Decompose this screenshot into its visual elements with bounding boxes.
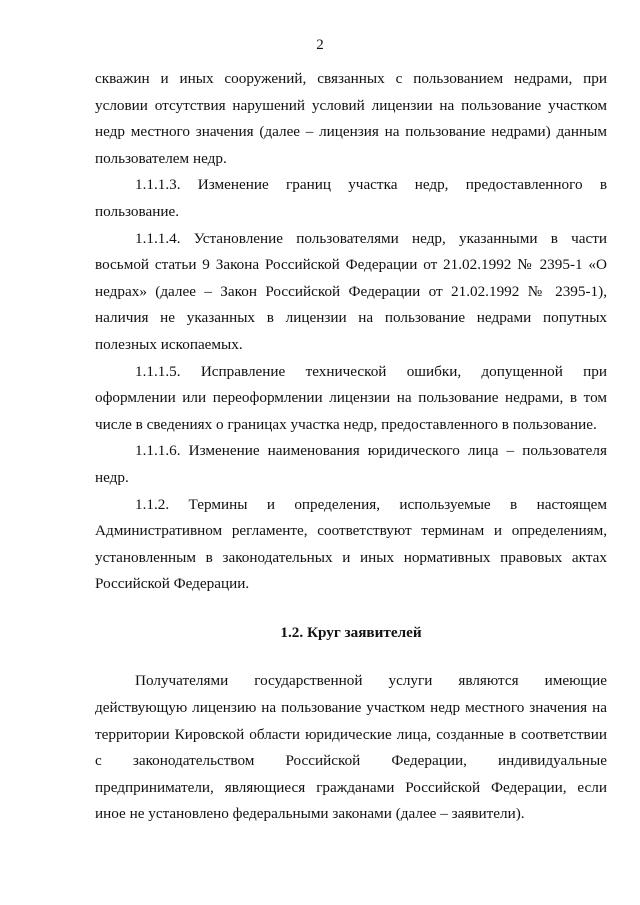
text-line: пользователем недр. xyxy=(95,149,227,167)
paragraph-1-1-1-4 xyxy=(95,226,607,359)
text-line: полезных ископаемых. xyxy=(95,335,243,353)
text-line: с законодательством Российской Федерации, индивидуальные xyxy=(95,752,607,770)
text-line: территории Кировской области юридические лица, созданные в соответствии xyxy=(95,725,607,743)
paragraph-1-1-2 xyxy=(95,492,607,598)
text-line: наличия не указанных в лицензии на пользование недрами попутных xyxy=(95,309,607,327)
text-line: действующую лицензию на пользование участком недр местного значения на xyxy=(95,699,607,717)
text-line: 1.1.1.4. Установление пользователями недр, указанными в части xyxy=(135,229,607,247)
document-body xyxy=(95,66,607,828)
text-line: иное не установлено федеральными законами (далее – заявители). xyxy=(95,805,525,823)
text-line: числе в сведениях о границах участка недр, предоставленного в пользование. xyxy=(95,415,597,433)
paragraph-applicants xyxy=(95,668,607,828)
text-line: оформлении или переоформлении лицензии на пользование недрами, в том xyxy=(95,389,607,407)
text-line: восьмой статьи 9 Закона Российской Федерации от 21.02.1992 № 2395-1 «О xyxy=(95,256,607,274)
paragraph-continuation xyxy=(95,66,607,172)
text-line: 1.1.2. Термины и определения, используемые в настоящем xyxy=(135,495,607,513)
page-number: 2 xyxy=(316,37,324,53)
paragraph-1-1-1-3 xyxy=(95,172,607,225)
text-line: условии отсутствия нарушений условий лицензии на пользование участком xyxy=(95,96,607,114)
text-line: 1.1.1.3. Изменение границ участка недр, предоставленного в xyxy=(135,176,607,194)
paragraph-1-1-1-6 xyxy=(95,438,607,491)
text-line: скважин и иных сооружений, связанных с пользованием недрами, при xyxy=(95,70,607,87)
text-line: предприниматели, являющиеся гражданами Российской Федерации, если xyxy=(95,778,607,796)
text-line: 1.1.1.6. Изменение наименования юридического лица – пользователя xyxy=(135,442,607,460)
text-line: Российской Федерации. xyxy=(95,575,250,593)
text-line: установленным в законодательных и иных нормативных правовых актах xyxy=(95,548,607,566)
section-title: 1.2. Круг заявителей xyxy=(280,623,422,641)
text-line: Получателями государственной услуги являются имеющие xyxy=(135,672,607,690)
text-line: недрах» (далее – Закон Российской Федерации от 21.02.1992 № 2395-1), xyxy=(95,282,607,300)
text-line: 1.1.1.5. Исправление технической ошибки, допущенной при xyxy=(135,362,607,380)
paragraph-1-1-1-5 xyxy=(95,359,607,439)
text-line: пользование. xyxy=(95,202,180,220)
text-line: недр. xyxy=(95,468,129,486)
text-line: недр местного значения (далее – лицензия на пользование недрами) данным xyxy=(95,123,607,141)
text-line: Административном регламенте, соответствуют терминам и определениям, xyxy=(95,522,607,540)
